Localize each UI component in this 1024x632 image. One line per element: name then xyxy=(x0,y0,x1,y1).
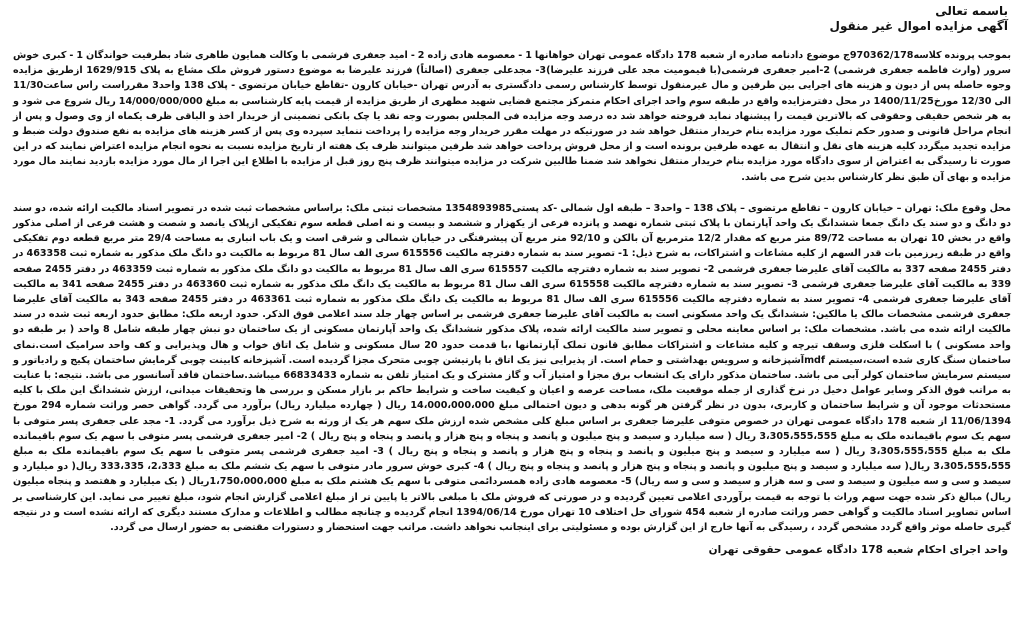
auction-notice xyxy=(12,4,1012,624)
spacer xyxy=(12,34,1012,48)
issuer-signature: واحد اجرای احکام شعبه 178 دادگاه عمومی حقوقی تهران xyxy=(708,544,1008,557)
case-paragraph: بموجب پرونده کلاسه970362/178ج موضوع دادنامه صادره از شعبه 178 دادگاه عمومی تهران خواهانها 1 - معصومه هادی زاده 2 - امید جعفری فرشمی با وکالت همایون طاهری شاد بطرفیت خواندگان 1 - کبری خوش سرور (وارث فاطمه جعفری فرشمی) 2-امیر جعفری فرشمی(با قیمومیت مجد علی فرزند علیرضا)3- مجدعلی جعفری (اصالتاً) فرزند علیرضا به موضوع دستور فروش ملک مشاع به پلاک 1629/915 ازطریق مزایده وجوه حاصله پس از دیون و هزینه های اجرایی بین طرفین و مال غیرمنقول توسط کارشناس رسمی دادگستری به آدرس تهران -خیابان کارون -تقاطع خیابان مرتضوی - پلاک 138 واحد3 مقرراست راس ساعت11/30 الی 12/30 مورخ1400/11/25 در محل دفترمزایده واقع در طبقه سوم واحد اجرای احکام متمرکز مجتمع قضایی شهید مطهری از طریق مزایده از قیمت پایه کارشناسی به مبلغ 14/000/000/000 ریال شروع می شود و به هر شخص حقیقی وحقوقی که بالاترین قیمت را پیشنهاد نماید فروخته خواهد شد ده درصد وجه مزایده فی المجلس بصورت وجه نقد یا چک بانکی تضمینی از خریدار اخذ و الباقی ظرف یکماه از وی وصول و پس از انجام مراحل قانونی و صدور حکم تملیک مورد مزایده بنام خریدار منتقل خواهد شد در صورتیکه در مهلت مقرر خریدار وجه مزایده را پرداخت ننماید سپرده وی پس از کسر هزینه های مزایده به نفع صندوق دولت ضبط و مزایده تجدید میگردد کلیه هزینه های نقل و انتقال به عهده طرفین برونده است و از محل فروش پرداخت خواهد شد طرفین میتوانند ظرف یک هفته از تاریخ مزایده نسبت به نحوه انجام مزایده اعتراض نمایند که در این صورت تا رسیدگی به اعتراض از سوی دادگاه مورد مزایده بنام خریدار منتقل نخواهد شد ضمنا طالبین شرکت در مزایده میتوانند ظرف پنج روز قبل از مزایده با اطلاع این اجرا از مال مورد مزایده بازدید نمایند مال مورد مزایده و بهای آن طبق نظر کارشناس بدین شرح می باشد. xyxy=(13,50,1011,183)
bismillah-heading: باسمه تعالی xyxy=(935,4,1008,18)
property-description-paragraph: محل وقوع ملک: تهران – خیابان کارون – تقاطع مرتضوی – پلاک 138 – واحد3 – طبقه اول شمالی -کد پستی1354893985 مشخصات ثبتی ملک: براساس مشخصات ثبت شده در تصویر اسناد مالکیت ارائه شده، دو سند دو دانگ و دو سند یک دانگ جمعا ششدانگ یک واحد آپارتمان با پلاک ثبتی شماره نهصد و پانزده فرعی از یکهزار و ششصد و بیست و نه اصلی قطعه سوم تفکیکی ازپلاک یانصد و شصت و هشت فرعی از اصلی مذکور واقع در بخش 10 تهران به مساحت 89/72 متر مربع که مقدار 12/2 مترمربع آن بالکن و 92/10 متر مربع آن پیشرفتگی در خیابان شمالی و شرقی است و یک باب انباری به مساحت 29/4 متر مربع قطعه دوم تفکیکی واقع در طبقه زیرزمین بات قدر السهم از کلیه مشاعات و اشتراکات، به شرح ذیل: 1- تصویر سند به شماره دفترچه مالکیت 615556 سری الف سال 81 مربوط به مالکیت دو دانگ ملک مذکور به شماره ثبت 463358 در دفتر 2455 صفحه 337 به مالکیت آقای علیرضا جعفری فرشمی 2- تصویر سند به شماره دفترچه مالکیت 615557 سری الف سال 81 مربوط به مالکیت دو دانگ ملک مذکور به شماره ثبت 463359 در دفتر 2455 صفحه 339 به مالکیت آقای علیرضا جعفری فرشمی 3- تصویر سند به شماره دفترچه مالکیت 615558 سری الف سال 81 مربوط به مالکیت یک دانگ ملک مذکور به شماره ثبت 463360 در دفتر 2455 صفحه 341 به مالکیت آقای علیرضا جعفری فرشمی 4- تصویر سند به شماره دفترچه مالکیت 615556 سری الف سال 81 مربوط به مالکیت یک دانگ ملک مذکور به شماره ثبت 463361 در دفتر 2455 صفحه 343 به مالکیت آقای علیرضا جعفری فرشمی مشخصات مالک یا مالکین: ششدانگ یک واحد مسکونی است به مالکیت آقای علیرضا جعفری فرشمی بر اساس چهار جلد سند اعلامی فوق الذکر. حدود اربعه ملک: مطابق حدود اربعه ثبت شده در سند مالکیت ارائه شده می باشد. مشخصات ملک: بر اساس معاینه محلی و تصویر سند مالکیت ارائه شده، پلاک مذکور ششدانگ یک واحد آپارتمان مسکونی از یک ساختمان دو نبش چهار طبقه شامل 8 واحد ( بر طبقه دو واحد مسکونی ) با اسکلت فلزی وسقف تیرچه و کلیه مشاعات و اشتراکات مطابق قانون تملک آپارتمانها ،با قدمت حدود 20 سال مسکونی و شامل یک اتاق خواب و هال وپذیرایی و کف واحد سرامیک است.نمای ساختمان سنگ کاری شده است،سیستم mdfآشپزخانه و سرویس بهداشتی و حمام است. از پذیرایی نیز یک اتاق با پارتیشن چوبی متحرک مجزا گردیده است. آشپزخانه کابینت چوبی گرمایش ساختمان پکیج و رادیاتور و سیستم سرمایش ساختمان کولر آبی می باشد. ساختمان مذکور دارای یک انشعاب برق مجزا و امتیاز آب و گاز مشترک و یک امتیاز تلفن به شماره 66833433 میباشد.ساختمان فاقد آسانسور می باشد. نتیجه: با عنایت به مراتب فوق الذکر وسایر عوامل دخیل در نرخ گذاری از جمله موقعیت ملک، مساحت عرصه و اعیان و کیفیت ساخت و شرایط حاکم بر بازار مسکن و بررسی ها وتحقیقات میدانی، ارزش ششدانگ این ملک با کلیه مستحدثات موجود آن و شرایط ساختمان و کاربری، بدون در نظر گرفتن هر گونه بدهی و دیون احتمالی مبلغ 14،000،000،000 ریال ( چهارده میلیارد ریال) برآورد می گردد. گواهی حصر وراثت شماره 294 مورخ 11/06/1394 از شعبه 178 دادگاه عمومی تهران در خصوص متوفی علیرضا جعفری بر اساس مبلغ کلی مشخص شده ارزش ملک سهم هر یک از ورثه به شرح ذیل برآورد می گردد. 1- مجد علی جعفری پسر متوفی با سهم یک سوم باقیمانده ملک به مبلغ 3،305،555،555 ریال ( سه میلیارد و سیصد و پنج میلیون و پانصد و پنجاه و پنج هزار و پانصد و پنجاه و پنج ریال ) 2- امیر جعفری فرشمی پسر متوفی با سهم یک سوم باقیمانده ملک به مبلغ 3،305،555،555 ریال ( سه میلیارد و سیصد و پنج میلیون و پانصد و پنجاه و پنج هزار و پانصد و پنجاه و پنج ریال ) 3- امید جعفری فرشمی پسر متوفی با سهم یک سوم باقیمانده ملک به مبلغ 3،305،555،555 ریال( سه میلیارد و سیصد و پنج میلیون و پانصد و پنجاه و پنج هزار و پانصد و پنجاه و پنج ریال ) 4- کبری خوش سرور مادر متوفی با سهم یک ششم ملک به مبلغ 2،333، 333،335 ریال( دو میلیارد و سیصد و سی و سه میلیون و سیصد و سی و سه هزار و سیصد و سی و سه ریال) 5- معصومه هادی زاده همسردائمی متوفی با سهم یک هشتم ملک به مبلغ 1،750،000،000ریال ( یک میلیارد و هفتصد و پنجاه میلیون ریال) مبالغ ذکر شده جهت سهم وراث با توجه به قیمت برآوردی اعلامی تعیین گردیده و در صورتی که فروش ملک با مبلغی بالاتر یا پایین تر از مبلغ اعلامی گزارش انجام شود، مبلغ تغییر می نماید. این کارشناسی بر اساس تصاویر اسناد مالکیت و گواهی حصر وراثت صادره از شعبه 454 شورای حل اختلاف 10 تهران مورخ 1394/06/14 انجام گردیده و چنانچه مطالب و اطلاعات و مدارک مستند دیگری که ارائه نشده است و در نتیجه گیری حاصله موثر واقع گردد مشخص گردد ، رسیدگی به آنها خارج از این گزارش بوده و مسئولیتی برای اینجانب نخواهد داشت. مراتب جهت استحضار و دستورات مقتضی به حضور ارسال می گردد. xyxy=(13,202,1012,534)
spacer xyxy=(12,185,1012,201)
notice-title: آگهی مزایده اموال غیر منقول xyxy=(829,19,1008,33)
